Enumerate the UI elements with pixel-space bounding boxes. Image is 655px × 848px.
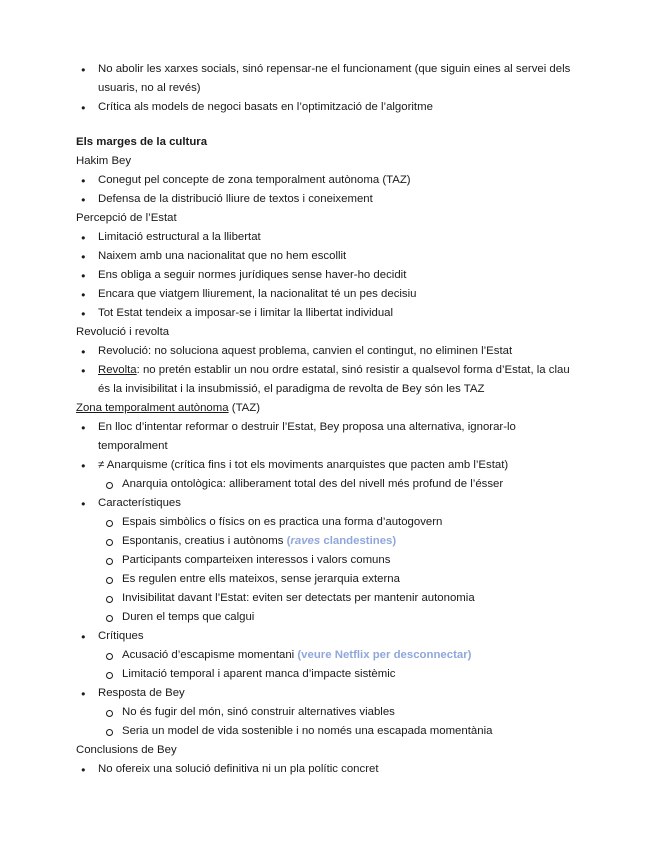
sub-item-text: Espontanis, creatius i autònoms xyxy=(122,535,287,547)
list-item: ● Limitació estructural a la llibertat xyxy=(76,228,576,247)
list-item: ● Ens obliga a seguir normes jurídiques sense haver-ho decidit xyxy=(76,266,576,285)
sub-list-item: Invisibilitat davant l’Estat: eviten ser detectats per mantenir autonomia xyxy=(76,589,576,608)
sub-list-item xyxy=(76,532,576,551)
subheading-revolucio: Revolució i revolta xyxy=(76,326,170,338)
sub-list-item: Limitació temporal i aparent manca d’impacte sistèmic xyxy=(76,665,576,684)
taz-suffix: (TAZ) xyxy=(228,402,261,414)
subheading-conclusions: Conclusions de Bey xyxy=(76,744,177,756)
list-item: ● Tot Estat tendeix a imposar-se i limitar la llibertat individual xyxy=(76,304,576,323)
list-item: ● Naixem amb una nacionalitat que no hem escollit xyxy=(76,247,576,266)
list-item-resposta: ● Resposta de Bey xyxy=(76,684,576,703)
sub-list-item: Espais simbòlics o físics on es practica una forma d’autogovern xyxy=(76,513,576,532)
subheading-hakim-bey: Hakim Bey xyxy=(76,155,132,167)
revolta-term: Revolta xyxy=(98,364,137,376)
sub-list-item xyxy=(76,646,576,665)
highlight-note: (raves clandestines) xyxy=(286,535,397,547)
list-item: ● En lloc d’intentar reformar o destruir l’Estat, Bey proposa una alternativa, ignorar-lo temporalment xyxy=(76,418,576,456)
list-item-critiques: ● Crítiques xyxy=(76,627,576,646)
sub-list-item: Duren el temps que calgui xyxy=(76,608,576,627)
list-item: ● Crítica als models de negoci basats en l’optimització de l’algoritme xyxy=(76,98,576,117)
list-item: ● Conegut pel concepte de zona temporalment autònoma (TAZ) xyxy=(76,171,576,190)
revolta-text: : no pretén establir un nou ordre estatal, sinó resistir a qualsevol forma d’Estat, la clau és la invisibilitat i la insubmissió, el paradigma de revolta de Bey són les TAZ xyxy=(98,364,570,395)
section-heading: Els marges de la cultura xyxy=(76,136,208,148)
list-item: ● ≠ Anarquisme (crítica fins i tot els moviments anarquistes que pacten amb l’Estat) xyxy=(76,456,576,475)
list-item: ● Defensa de la distribució lliure de textos i coneixement xyxy=(76,190,576,209)
sub-list-item: Anarquia ontològica: alliberament total des del nivell més profund de l’ésser xyxy=(76,475,576,494)
sub-list-item: Seria un model de vida sostenible i no només una escapada momentània xyxy=(76,722,576,741)
list-item-caracteristiques: ● Característiques xyxy=(76,494,576,513)
sub-list-item: Es regulen entre ells mateixos, sense jerarquia externa xyxy=(76,570,576,589)
list-item: ● No ofereix una solució definitiva ni un pla polític concret xyxy=(76,760,576,779)
sub-list-item: Participants comparteixen interessos i valors comuns xyxy=(76,551,576,570)
document-page xyxy=(76,60,576,779)
list-item: ● Revolució: no soluciona aquest problema, canvien el contingut, no eliminen l’Estat xyxy=(76,342,576,361)
highlight-note: (veure Netflix per desconnectar) xyxy=(297,649,472,661)
subheading-taz xyxy=(76,399,576,418)
sub-list-item: No és fugir del món, sinó construir alternatives viables xyxy=(76,703,576,722)
list-item: ● Encara que viatgem lliurement, la nacionalitat té un pes decisiu xyxy=(76,285,576,304)
subheading-estat: Percepció de l’Estat xyxy=(76,212,177,224)
taz-term: Zona temporalment autònoma xyxy=(76,402,229,414)
list-item-revolta xyxy=(76,361,576,399)
sub-item-text: Acusació d’escapisme momentani xyxy=(122,649,298,661)
list-item: ● No abolir les xarxes socials, sinó repensar-ne el funcionament (que siguin eines al servei dels usuaris, no al revés) xyxy=(76,60,576,98)
